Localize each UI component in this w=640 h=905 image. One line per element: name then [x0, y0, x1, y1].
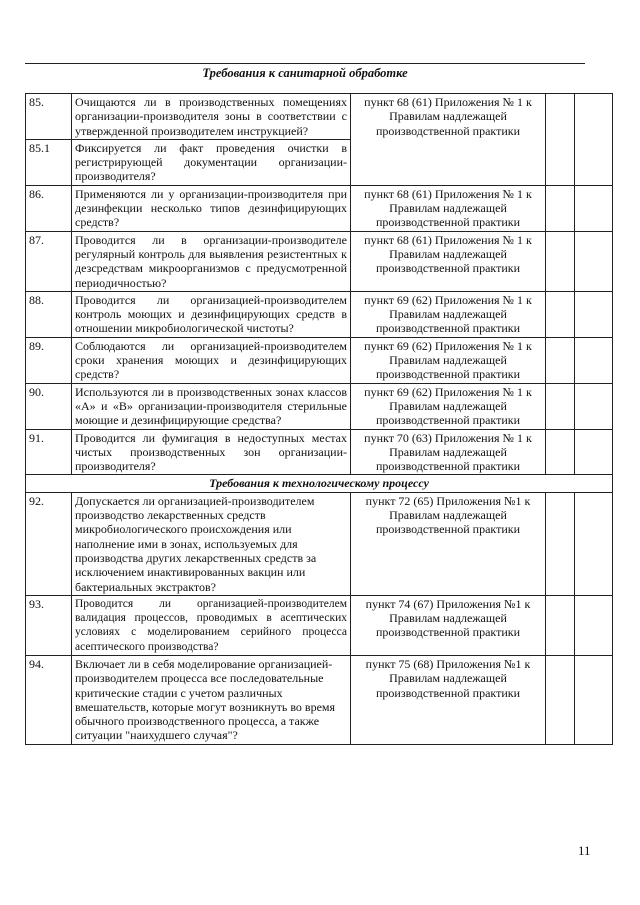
answer-cell[interactable]	[546, 185, 575, 231]
note-cell[interactable]	[575, 383, 613, 429]
question-cell: Проводится ли фумигация в недоступных местах чистых производственных зон организации-производителя?	[72, 429, 351, 475]
note-cell[interactable]	[575, 231, 613, 291]
row-number: 85.1	[26, 139, 72, 185]
row-number: 93.	[26, 595, 72, 655]
reference-cell: пункт 68 (61) Приложения № 1 к Правилам надлежащей производственной практики	[351, 94, 546, 186]
table-row	[26, 429, 613, 475]
reference-cell: пункт 75 (68) Приложения №1 к Правилам надлежащей производственной практики	[351, 655, 546, 744]
question-cell: Включает ли в себя моделирование организацией-производителем процесса все последовательные критические стадии с учетом различных вмешательств, которые могут возникнуть во время обычного производственного процесса, а также ситуации "наихудшего случая"?	[72, 655, 351, 744]
question-cell: Проводится ли в организации-производителе регулярный контроль для выявления резистентных к дезсредствам микроорганизмов с предусмотренной периодичностью?	[72, 231, 351, 291]
question-cell: Фиксируется ли факт проведения очистки в регистрирующей документации организации-производителя?	[72, 139, 351, 185]
reference-cell: пункт 68 (61) Приложения № 1 к Правилам надлежащей производственной практики	[351, 185, 546, 231]
reference-cell: пункт 70 (63) Приложения № 1 к Правилам надлежащей производственной практики	[351, 429, 546, 475]
row-number: 90.	[26, 383, 72, 429]
answer-cell[interactable]	[546, 337, 575, 383]
table-row	[26, 655, 613, 744]
table-row	[26, 94, 613, 140]
table-top-border	[25, 63, 585, 64]
answer-cell[interactable]	[546, 231, 575, 291]
answer-cell[interactable]	[546, 655, 575, 744]
row-number: 94.	[26, 655, 72, 744]
note-cell[interactable]	[575, 291, 613, 337]
row-number: 87.	[26, 231, 72, 291]
note-cell[interactable]	[575, 94, 613, 186]
question-cell: Допускается ли организацией-производителем производство лекарственных средств микробиологического происхождения или наполнение ими в зонах, используемых для производства других лекарственных средств за исключением инактивированных вакцин или бактериальных экстрактов?	[72, 492, 351, 595]
table-row	[26, 231, 613, 291]
note-cell[interactable]	[575, 429, 613, 475]
question-cell: Соблюдаются ли организацией-производителем сроки хранения моющих и дезинфицирующих средств?	[72, 337, 351, 383]
note-cell[interactable]	[575, 655, 613, 744]
reference-cell: пункт 69 (62) Приложения № 1 к Правилам надлежащей производственной практики	[351, 337, 546, 383]
reference-cell: пункт 68 (61) Приложения № 1 к Правилам надлежащей производственной практики	[351, 231, 546, 291]
table-row	[26, 383, 613, 429]
reference-cell: пункт 69 (62) Приложения № 1 к Правилам надлежащей производственной практики	[351, 383, 546, 429]
section-title-process: Требования к технологическому процессу	[26, 475, 613, 492]
row-number: 88.	[26, 291, 72, 337]
note-cell[interactable]	[575, 185, 613, 231]
answer-cell[interactable]	[546, 429, 575, 475]
reference-cell: пункт 74 (67) Приложения №1 к Правилам надлежащей производственной практики	[351, 595, 546, 655]
table-row	[26, 337, 613, 383]
table-row	[26, 291, 613, 337]
question-cell: Проводится ли организацией-производителем валидация процессов, проводимых в асептических условиях с моделированием серийного процесса асептического производства?	[72, 595, 351, 655]
section-title-sanitary: Требования к санитарной обработке	[202, 66, 408, 80]
note-cell[interactable]	[575, 492, 613, 595]
note-cell[interactable]	[575, 337, 613, 383]
row-number: 89.	[26, 337, 72, 383]
table-row	[26, 595, 613, 655]
answer-cell[interactable]	[546, 492, 575, 595]
answer-cell[interactable]	[546, 383, 575, 429]
row-number: 85.	[26, 94, 72, 140]
note-cell[interactable]	[575, 595, 613, 655]
question-cell: Применяются ли у организации-производителя при дезинфекции несколько типов дезинфицирующих средств?	[72, 185, 351, 231]
question-cell: Очищаются ли в производственных помещениях организации-производителя зоны в соответствии с утвержденной производителем инструкцией?	[72, 94, 351, 140]
row-number: 86.	[26, 185, 72, 231]
answer-cell[interactable]	[546, 595, 575, 655]
question-cell: Используются ли в производственных зонах классов «А» и «В» организации-производителя стерильные моющие и дезинфицирующие средства?	[72, 383, 351, 429]
answer-cell[interactable]	[546, 94, 575, 186]
row-number: 92.	[26, 492, 72, 595]
answer-cell[interactable]	[546, 291, 575, 337]
requirements-table	[25, 93, 613, 745]
table-row	[26, 185, 613, 231]
question-cell: Проводится ли организацией-производителем контроль моющих и дезинфицирующих средств в отношении микробиологической чистоты?	[72, 291, 351, 337]
page-number: 11	[578, 843, 591, 858]
section-header-row	[26, 475, 613, 492]
reference-cell: пункт 69 (62) Приложения № 1 к Правилам надлежащей производственной практики	[351, 291, 546, 337]
row-number: 91.	[26, 429, 72, 475]
table-row	[26, 492, 613, 595]
reference-cell: пункт 72 (65) Приложения №1 к Правилам надлежащей производственной практики	[351, 492, 546, 595]
